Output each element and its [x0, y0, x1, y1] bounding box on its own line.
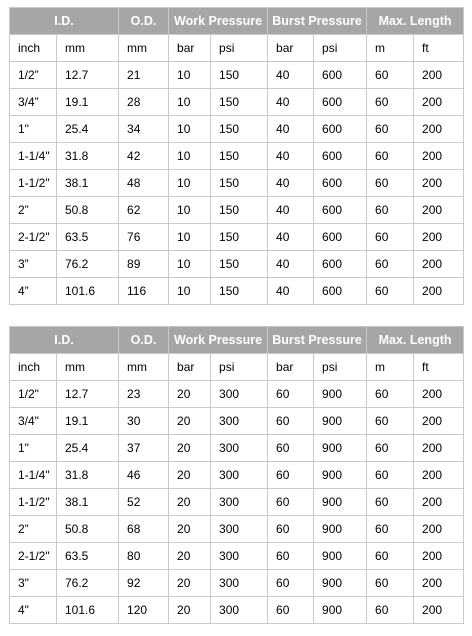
- table-cell: 120: [119, 597, 169, 624]
- table-cell: 89: [119, 251, 169, 278]
- table-cell: 60: [268, 516, 314, 543]
- table-row: [10, 570, 464, 597]
- table-cell: 38.1: [57, 170, 119, 197]
- table-cell: 20: [169, 381, 211, 408]
- table-cell: 48: [119, 170, 169, 197]
- table-cell: 150: [211, 62, 268, 89]
- table-cell: 60: [268, 381, 314, 408]
- table-cell: 10: [169, 170, 211, 197]
- table-cell: 60: [367, 408, 414, 435]
- table-cell: 300: [211, 435, 268, 462]
- table-cell: 1/2": [10, 381, 57, 408]
- table-cell: 200: [414, 89, 464, 116]
- table-cell: 150: [211, 251, 268, 278]
- header-od: O.D.: [119, 327, 169, 354]
- table-cell: 900: [314, 408, 367, 435]
- header-max-length: Max. Length: [367, 8, 464, 35]
- table-cell: 92: [119, 570, 169, 597]
- table-cell: 200: [414, 381, 464, 408]
- table-cell: 200: [414, 597, 464, 624]
- table-cell: 40: [268, 116, 314, 143]
- table-cell: 50.8: [57, 197, 119, 224]
- table-cell: 300: [211, 543, 268, 570]
- table-cell: 200: [414, 516, 464, 543]
- table-cell: 300: [211, 516, 268, 543]
- unit-cell: m: [367, 35, 414, 62]
- table-cell: 200: [414, 116, 464, 143]
- unit-cell: m: [367, 354, 414, 381]
- unit-cell: mm: [119, 354, 169, 381]
- table-cell: 900: [314, 543, 367, 570]
- header-work-pressure: Work Pressure: [169, 8, 268, 35]
- table-cell: 200: [414, 435, 464, 462]
- table-cell: 30: [119, 408, 169, 435]
- table-cell: 25.4: [57, 435, 119, 462]
- header-row: [10, 8, 464, 35]
- table-cell: 38.1: [57, 489, 119, 516]
- table-cell: 1/2”: [10, 62, 57, 89]
- table-cell: 40: [268, 143, 314, 170]
- table-cell: 40: [268, 170, 314, 197]
- unit-cell: psi: [211, 354, 268, 381]
- table-cell: 200: [414, 143, 464, 170]
- table-cell: 10: [169, 197, 211, 224]
- unit-cell: ft: [414, 354, 464, 381]
- unit-cell: inch: [10, 354, 57, 381]
- table-cell: 34: [119, 116, 169, 143]
- table-cell: 62: [119, 197, 169, 224]
- table-cell: 60: [367, 516, 414, 543]
- unit-cell: psi: [314, 35, 367, 62]
- table-cell: 900: [314, 516, 367, 543]
- table-cell: 12.7: [57, 62, 119, 89]
- table-cell: 31.8: [57, 462, 119, 489]
- table-cell: 10: [169, 251, 211, 278]
- table-cell: 60: [268, 408, 314, 435]
- table-cell: 60: [268, 597, 314, 624]
- table-cell: 20: [169, 408, 211, 435]
- table-row: [10, 543, 464, 570]
- unit-cell: ft: [414, 35, 464, 62]
- table-cell: 3”: [10, 251, 57, 278]
- table-cell: 19.1: [57, 89, 119, 116]
- table-cell: 76: [119, 224, 169, 251]
- table-cell: 10: [169, 224, 211, 251]
- table-cell: 116: [119, 278, 169, 305]
- table-cell: 20: [169, 570, 211, 597]
- table-cell: 600: [314, 89, 367, 116]
- table-cell: 1": [10, 435, 57, 462]
- table-cell: 12.7: [57, 381, 119, 408]
- table-cell: 60: [367, 197, 414, 224]
- table-cell: 40: [268, 197, 314, 224]
- header-od: O.D.: [119, 8, 169, 35]
- table-cell: 4”: [10, 278, 57, 305]
- table-cell: 200: [414, 224, 464, 251]
- table-row: [10, 116, 464, 143]
- table-cell: 20: [169, 543, 211, 570]
- table-cell: 60: [268, 570, 314, 597]
- table-cell: 900: [314, 435, 367, 462]
- table-cell: 150: [211, 170, 268, 197]
- table-cell: 10: [169, 116, 211, 143]
- table-cell: 200: [414, 408, 464, 435]
- table-cell: 68: [119, 516, 169, 543]
- table-cell: 300: [211, 381, 268, 408]
- table-cell: 23: [119, 381, 169, 408]
- table-cell: 1-1/4": [10, 462, 57, 489]
- table-cell: 600: [314, 197, 367, 224]
- table-cell: 20: [169, 597, 211, 624]
- unit-row: [10, 354, 464, 381]
- table-cell: 900: [314, 462, 367, 489]
- header-work-pressure: Work Pressure: [169, 327, 268, 354]
- table-cell: 200: [414, 251, 464, 278]
- unit-cell: mm: [57, 35, 119, 62]
- table-row: [10, 516, 464, 543]
- table-cell: 25.4: [57, 116, 119, 143]
- table-cell: 200: [414, 543, 464, 570]
- header-burst-pressure: Burst Pressure: [268, 327, 367, 354]
- table-cell: 1-1/2": [10, 170, 57, 197]
- table-cell: 300: [211, 570, 268, 597]
- table-cell: 200: [414, 170, 464, 197]
- table-cell: 60: [367, 489, 414, 516]
- table-row: [10, 89, 464, 116]
- table-cell: 2”: [10, 197, 57, 224]
- unit-cell: bar: [268, 354, 314, 381]
- hose-spec-table-1: [9, 7, 464, 305]
- table-cell: 3": [10, 570, 57, 597]
- unit-cell: psi: [314, 354, 367, 381]
- table-cell: 28: [119, 89, 169, 116]
- header-max-length: Max. Length: [367, 327, 464, 354]
- table-cell: 200: [414, 278, 464, 305]
- table-cell: 1": [10, 116, 57, 143]
- unit-cell: bar: [268, 35, 314, 62]
- table-row: [10, 597, 464, 624]
- table-cell: 300: [211, 489, 268, 516]
- table-row: [10, 462, 464, 489]
- table-cell: 60: [268, 462, 314, 489]
- table-cell: 150: [211, 89, 268, 116]
- table-cell: 46: [119, 462, 169, 489]
- table-cell: 200: [414, 462, 464, 489]
- header-row: [10, 327, 464, 354]
- table-row: [10, 170, 464, 197]
- table-row: [10, 435, 464, 462]
- table-cell: 19.1: [57, 408, 119, 435]
- table-cell: 150: [211, 224, 268, 251]
- table-cell: 3/4”: [10, 89, 57, 116]
- table-row: [10, 278, 464, 305]
- unit-cell: inch: [10, 35, 57, 62]
- table-cell: 60: [367, 62, 414, 89]
- table-cell: 150: [211, 143, 268, 170]
- table-cell: 2-1/2": [10, 543, 57, 570]
- unit-cell: bar: [169, 354, 211, 381]
- table-cell: 40: [268, 62, 314, 89]
- table-cell: 2”: [10, 516, 57, 543]
- table-cell: 3/4": [10, 408, 57, 435]
- table-cell: 600: [314, 116, 367, 143]
- table-cell: 600: [314, 143, 367, 170]
- unit-cell: bar: [169, 35, 211, 62]
- table-cell: 40: [268, 224, 314, 251]
- table-row: [10, 381, 464, 408]
- table-cell: 600: [314, 62, 367, 89]
- table-cell: 60: [367, 143, 414, 170]
- table-cell: 60: [367, 89, 414, 116]
- table-cell: 80: [119, 543, 169, 570]
- table-cell: 40: [268, 278, 314, 305]
- table-cell: 60: [367, 116, 414, 143]
- table-cell: 150: [211, 116, 268, 143]
- table-cell: 300: [211, 408, 268, 435]
- table-cell: 60: [268, 543, 314, 570]
- table-cell: 60: [367, 597, 414, 624]
- table-cell: 76.2: [57, 251, 119, 278]
- table-cell: 101.6: [57, 597, 119, 624]
- table-cell: 900: [314, 570, 367, 597]
- header-id: I.D.: [10, 327, 119, 354]
- table-cell: 52: [119, 489, 169, 516]
- table-row: [10, 489, 464, 516]
- table-cell: 200: [414, 197, 464, 224]
- table-cell: 60: [268, 435, 314, 462]
- table-cell: 600: [314, 278, 367, 305]
- table-cell: 60: [367, 224, 414, 251]
- table-cell: 50.8: [57, 516, 119, 543]
- table-cell: 10: [169, 62, 211, 89]
- header-burst-pressure: Burst Pressure: [268, 8, 367, 35]
- table-cell: 1-1/2": [10, 489, 57, 516]
- table-cell: 900: [314, 381, 367, 408]
- table-cell: 76.2: [57, 570, 119, 597]
- table-cell: 10: [169, 143, 211, 170]
- table-cell: 21: [119, 62, 169, 89]
- table-cell: 600: [314, 170, 367, 197]
- table-cell: 200: [414, 62, 464, 89]
- table-cell: 40: [268, 89, 314, 116]
- header-id: I.D.: [10, 8, 119, 35]
- table-row: [10, 197, 464, 224]
- table-cell: 63.5: [57, 224, 119, 251]
- table-cell: 31.8: [57, 143, 119, 170]
- table-cell: 2-1/2": [10, 224, 57, 251]
- table-cell: 60: [367, 381, 414, 408]
- unit-cell: psi: [211, 35, 268, 62]
- table-cell: 60: [367, 570, 414, 597]
- table-cell: 900: [314, 597, 367, 624]
- table-cell: 60: [367, 462, 414, 489]
- table-cell: 20: [169, 435, 211, 462]
- table-cell: 20: [169, 516, 211, 543]
- table-cell: 60: [367, 278, 414, 305]
- table-cell: 40: [268, 251, 314, 278]
- table-cell: 20: [169, 462, 211, 489]
- table-cell: 60: [367, 543, 414, 570]
- table-cell: 60: [367, 435, 414, 462]
- table-cell: 60: [268, 489, 314, 516]
- table-row: [10, 224, 464, 251]
- table-cell: 150: [211, 278, 268, 305]
- unit-cell: mm: [119, 35, 169, 62]
- unit-cell: mm: [57, 354, 119, 381]
- table-row: [10, 143, 464, 170]
- table-cell: 200: [414, 489, 464, 516]
- table-cell: 300: [211, 597, 268, 624]
- unit-row: [10, 35, 464, 62]
- table-cell: 1-1/4": [10, 143, 57, 170]
- table-cell: 900: [314, 489, 367, 516]
- table-cell: 63.5: [57, 543, 119, 570]
- table-cell: 600: [314, 251, 367, 278]
- table-cell: 4": [10, 597, 57, 624]
- table-cell: 20: [169, 489, 211, 516]
- table-cell: 10: [169, 89, 211, 116]
- table-cell: 600: [314, 224, 367, 251]
- table-cell: 200: [414, 570, 464, 597]
- table-row: [10, 251, 464, 278]
- table-cell: 10: [169, 278, 211, 305]
- table-row: [10, 408, 464, 435]
- table-cell: 37: [119, 435, 169, 462]
- table-cell: 60: [367, 251, 414, 278]
- table-cell: 300: [211, 462, 268, 489]
- table-row: [10, 62, 464, 89]
- table-cell: 101.6: [57, 278, 119, 305]
- table-cell: 42: [119, 143, 169, 170]
- hose-spec-table-2: [9, 326, 464, 624]
- table-cell: 150: [211, 197, 268, 224]
- table-cell: 60: [367, 170, 414, 197]
